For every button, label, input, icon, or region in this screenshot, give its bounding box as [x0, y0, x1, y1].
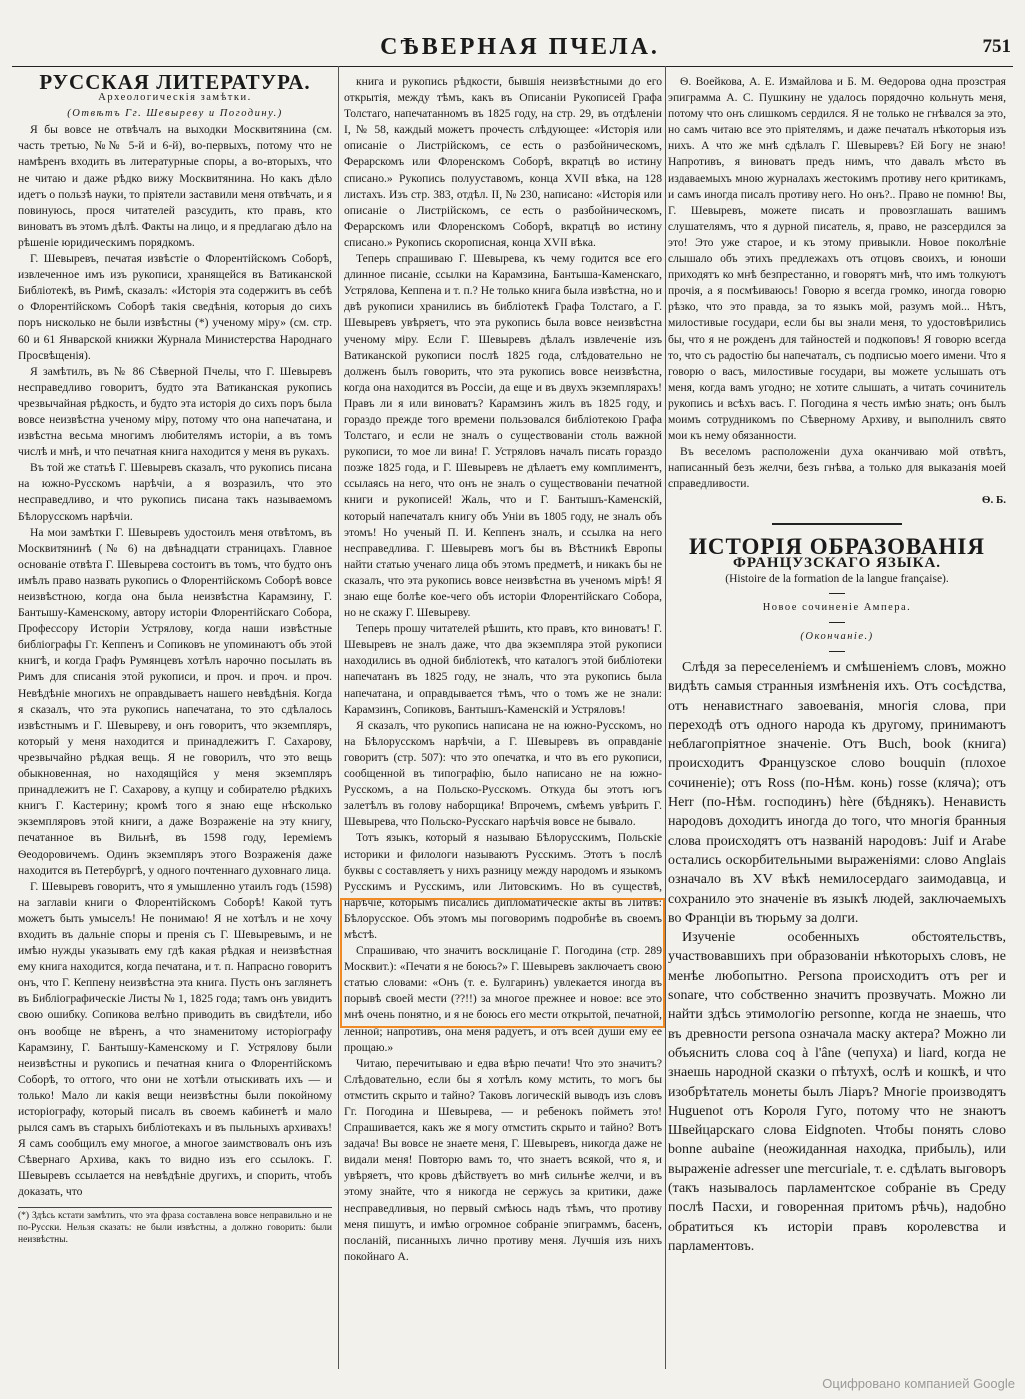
paragraph: Г. Шевыревъ, печатая извѣстіе о Флорентійскомъ Соборѣ, извлеченное имъ изъ рукописи, хранящейся въ Ватиканской Библіотекѣ, въ Римѣ, сказалъ: «Исторія эта содержитъ въ себѣ о Флорентійскомъ Соборѣ такія сведѣнія, которыя до сихъ поръ нисколько не были извѣстны (*) ученому міру» (см. стр. 60 и 61 Январской книжки Журнала Министерства Народнаго Просвѣщенія).: [18, 252, 332, 362]
paragraph: Въ веселомъ расположеніи духа оканчиваю мой отвѣтъ, написанный безъ желчи, безъ гнѣва, а только для выказанія моей справедливости.: [668, 445, 1006, 491]
article-body: [668, 658, 1006, 1256]
paragraph: Я сказалъ, что рукопись написана не на южно-Русскомъ, но на Бѣлорусскомъ нарѣчіи, а Г. Шевыревъ въ оправданіе говоритъ (стр. 507): что это опечатка, и что въ его рукописи, сообщенной въ типографію, было написано не на южно-Русскомъ, а на Польско-Русскомъ. Откуда бы этотъ югъ залетѣлъ въ голову наборщика! Впрочемъ, смѣемъ увѣрить Г. Шевырева, что Польско-Русскаго нарѣчія вовсе не бывало.: [344, 718, 662, 829]
column-3: [668, 74, 1006, 1366]
article-subtitle: Археологическія замѣтки.: [98, 92, 252, 104]
paragraph: На мои замѣтки Г. Шевыревъ удостоилъ меня отвѣтомъ, въ Москвитянинѣ (№ 6) на двѣнадцати страницахъ. Главное основаніе отвѣта Г. Шевырева состоитъ въ томъ, что будто онъ имѣлъ право назвать рукопись о Флорентійскомъ Соборѣ вовсе неизвѣстною, когда она была неизвѣстна Карамзину, Г. Бантышу-Каменскому, автору исторіи Флорентійскаго Собора, Профессору Исторіи Устрялову, когда наши извѣстные библіографы Гг. Кеппенъ и Сопиковъ не упоминаютъ объ этой книгѣ, и когда Графъ Румянцевъ хотѣлъ нарочно посылать въ Римъ для списанія этой рукописи, и проч. и проч. и проч. Невѣдѣніе многихъ не оправдываетъ нашего невѣдѣнія. Когда я сказалъ, что эта рукопись напечатана, то это сдѣлалось извѣстнымъ и Г. Шевыреву, и онъ говоритъ, что экземпляръ, который у меня находится и принадлежитъ Г. Сахарову, чрезвычайно рѣдкая вещь. Я не говорилъ, что это вещь обыкновенная, но находящійся у меня экземпляръ принадлежитъ не Г. Сахарову, а купцу и собирателю рѣдкихъ книгъ Г. Кастерину; кромѣ того я знаю еще нѣсколько экземпляровъ этой книги, а даже Возраженіе на эту книгу, печатанное въ Вильнѣ, въ 1598 году, Іереміемъ Ѳеодоровичемъ. Одинъ экземпляръ этого Возраженія даже находится въ Петербургѣ, у одного почтеннаго духовнаго лица.: [18, 525, 332, 877]
article-divider: [772, 523, 902, 525]
section-title: РУССКАЯ ЛИТЕРАТУРА.: [39, 74, 311, 94]
page-number: 751: [982, 36, 1011, 57]
paragraph: Ѳ. Воейкова, А. Е. Измайлова и Б. М. Ѳедорова одна прозстрая эпиграмма А. С. Пушкину не удалось порядочно кольнуть меня, потому что онъ слишкомъ сердился. Я не только не гнѣвался за это, но самъ читаю все это пріятелямъ, и даже печаталъ нѣкоторыя изъ нихъ. А что же мнѣ сдѣлалъ Г. Шевыревъ? Ей Богу не знаю! Напротивъ, я виноватъ предъ нимъ, что давалъ мѣсто въ издаваемыхъ мною журналахъ жестокимъ противу него критикамъ, и самъ иногда писалъ противу него. Но онъ?.. Право не помню! Вы, Г. Шевыревъ, можете писать и провозглашать вашимъ слушателямъ, что я дурной писатель, я, право, не разсердился за это! Это уже старое, и къ этому привыкли. Новое поколѣніе слышало объ этихъ предлежахъ отъ отцовъ своихъ, и юноши приходятъ ко мнѣ безпрестанно, и говорятъ мнѣ, что имъ толкуютъ прочія, а я посмѣиваюсь! Говорю я всегда громко, иногда говорю рѣзко, что это правда, за то языкъ мой, разумъ мой... Нѣтъ, милостивые государи, если бы вы знали меня, то удостовѣрились бы, что я не рожденъ для тайностей и подкоповъ! Я говорю всегда то, что съ радостію бы напечаталъ, съ подписью моего имени. Что я говорю о васъ, милостивые государи, вы можете услышать отъ меня, когда вамъ угодно; не хотите слышать, а читать сочинитель рукопись и всѣхъ васъ. Г. Погодина я честь имѣю знать; онъ былъ моимъ сотрудникомъ по Сѣверному Архиву, и выполнилъ свято мои къ нему обязанности.: [668, 75, 1006, 443]
footnote: (*) Здѣсь кстати замѣтить, что эта фраза составлена вовсе неправильно и не по-Русски. Нельзя сказать: не были извѣстны, а должно говорить: были неизвѣстны.: [18, 1207, 332, 1246]
column-2: [344, 74, 662, 1366]
newspaper-title: СѢВЕРНАЯ ПЧЕЛА.: [380, 34, 660, 60]
paragraph: Г. Шевыревъ говоритъ, что я умышленно утаилъ годъ (1598) на заглавіи книги о Флорентійскомъ Соборѣ! Какой тутъ можетъ быть умыселъ! Не понимаю! Я не хотѣлъ и не хочу входить въ дальніе споры и пренія съ Г. Шевыревымъ, и не имѣю нужды указывать ему гдѣ какая рѣдкая и неизвѣстная ему книга находится, когда печатана, и т. п. Напрасно говоритъ онъ, что Г. Кеппену неизвѣстна эта книга. Пусть онъ заглянетъ въ Библіографическіе Листы № 1, 1825 года; тамъ онъ увидитъ свою ошибку. Сопикова велѣно приводить въ свидѣтели, ибо онъ вообще не вѣренъ, а что знаменитому исторіографу Карамзину, Г. Бантышу-Каменскому и Г. Устрялову были неизвѣстны и рукопись и печатная книга о Флорентійскомъ Соборѣ, то оттого, что они не хотѣли отыскивать ихъ — и только! Мало ли какія вещи неизвѣстны были покойному исторіографу, который писалъ въ своемъ кабинетѣ и мало рылся самъ въ старыхъ библіотекахъ и въ пыльныхъ архивахъ! Я самъ сообщилъ ему многое, а многое заимствовалъ онъ изъ Сѣвернаго Архива, какъ то видно изъ его ссылокъ. Г. Шевыревъ ссылается на невѣдѣніе другихъ, и спорить, чтобъ доказать, что: [18, 879, 332, 1199]
dash-rule: [829, 622, 845, 623]
masthead: [0, 34, 1025, 64]
top-rule: [12, 66, 1013, 67]
paragraph: Теперь прошу читателей рѣшить, кто правъ, кто виноватъ! Г. Шевыревъ не зналъ даже, что два экземпляра этой рукописи находились въ одной библіотекѣ, что каталогъ этой библіотеки напечатанъ въ 1825 году, не зналъ, что эта рукопись была напечатана, и оправдывается тѣмъ, что о томъ же не знали: Карамзинъ, Сопиковъ, Бантышъ-Каменскій и Устряловъ!: [344, 622, 662, 716]
dash-rule: [829, 593, 845, 594]
dash-rule: [829, 651, 845, 652]
article-note: Новое сочиненіе Ампера.: [762, 601, 912, 613]
column-divider-2: [665, 66, 666, 1369]
highlight-box: [340, 898, 665, 1028]
paragraph: Я бы вовсе не отвѣчалъ на выходки Москвитянина (см. часть третью, №№ 5-й и 6-й), во-первыхъ, потому что не намѣренъ входить въ литературные споры, а во-вторыхъ, что не читаю и даже рѣдко вижу Москвитянина. Но какъ дѣло идетъ о пользѣ науки, то пріятели заставили меня отвѣчать, и я повинуюсь, прося читателей разсудить, кто правъ, кто виноватъ въ этомъ дѣлѣ. Факты на лицо, и я предлагаю дѣло на рѣшеніе юридическимъ порядкомъ.: [18, 123, 332, 249]
paragraph: книга и рукопись рѣдкости, бывшія неизвѣстными до его открытія, между тѣмъ, какъ въ Описаніи Рукописей Графа Толстаго, напечатанномъ въ 1825 году, на стр. 29, въ отдѣленіи I, № 58, каждый можетъ прочесть слѣдующее: «Исторія или описаніе о Листрійскомъ, се есть о разбойническомъ, Ферарскомъ или Флоренскомъ Соборѣ, вкратцѣ во истину списано.» Рукопись полууставомъ, конца XVII вѣка, на 128 листахъ. Изъ стр. 383, отдѣл. II, № 230, написано: «Исторія или описаніе о Листрійскомъ, се есть о разбойническомъ, Ферарскомъ или Флоренскомъ Соборѣ, вкратцѣ во истину списано.» Рукопись скорописная, конца XVII вѣка.: [344, 75, 662, 249]
article-subtitle: ФРАНЦУЗСКАГО ЯЗЫКА.: [732, 554, 942, 571]
paragraph: Читаю, перечитываю и едва вѣрю печати! Что это значитъ? Слѣдовательно, если бы я хотѣлъ кому мстить, то могъ бы отмстить скрыто и тайно? Таковъ логическій выводъ изъ словъ Гг. Погодина и Шевырева, — и ребенокъ пойметъ это! Спрашивается, какъ же я могу отмстить скрыто и тайно? Вотъ задача! Вы вовсе не знаете меня, Г. Шевыревъ, никогда даже не видали меня! Повторю вамъ то, что знаетъ всякой, что я, и увѣряетъ, что кровь дѣйствуетъ во мнѣ сильнѣе желчи, и въ этому знайте, что я никогда не сержусь за критики, даже несправедливыя, но первый смѣюсь надъ тѣмъ, что противу меня пишутъ, и имѣю огромное собраніе эпиграммъ, басенъ, посланій, писанныхъ лично противу меня. Лучшія изъ нихъ покойнаго А.: [344, 1056, 662, 1263]
paragraph: Теперь спрашиваю Г. Шевырева, къ чему годится все его длинное писаніе, ссылки на Карамзина, Бантыша-Каменскаго, Устрялова, Кеппена и т. п.? Не только книга была извѣстна, но и двѣ рукописи хранились въ библіотекѣ Графа Толстаго, а Г. Шевыревъ увѣряетъ, что эта рукопись была вовсе неизвѣстна ученому міру. Если Г. Шевыревъ дѣлалъ извлеченіе изъ Ватиканской рукописи послѣ 1825 года, слѣдовательно не долженъ былъ говорить, что эта рукопись вовсе неизвѣстна, когда она находится въ Россіи, да еще и въ двухъ экземплярахъ! Правъ ли я или виноватъ? Карамзинъ жилъ въ 1825 году, и гораздо прежде того времени пользовался библіотекою Графа Толстаго, и если не зналъ о существованіи столь важной рукописи, то мое ли вина! Г. Устряловъ началъ писать гораздо позже 1825 года, и Г. Шевыревъ не дѣлаетъ ему комплиментъ, ссылаясь на него, что онъ не зналъ о существованіи печатной книги и рукописей! Жаль, что и Г. Бантышъ-Каменскій, который напечаталъ книгу объ Уніи въ 1805 году, не зналъ объ этомъ! Но ученый П. И. Кеппенъ зналъ, и ссылка на него несправедлива. Г. Шевыревъ могъ бы въ Вѣстникѣ Европы найти статью ученаго лица объ этомъ предметѣ, и никакъ бы не сказалъ, что эта рукопись вовсе неизвѣстна въ ученомъ мірѣ! Я знаю еще болѣе кое-чего объ исторіи Флорентійскаго Собора, но не скажу Г. Шевыреву.: [344, 252, 662, 620]
paragraph: Спрашиваю, что значитъ восклицаніе Г. Погодина (стр. 289 Москвит.): «Печати я не боюсь?» Г. Шевыревъ заключаетъ свою статью словами: «Онъ (т. е. Булгаринъ) увлекается иногда въ порывѣ своей мести (??!!) за многое прежнее и новое: все это мнѣ очень понятно, и я не боюсь его мести открытой, печатной, ленной; напротивъ, она меня радуетъ, и отъ всей души ему ее прощаю.»: [344, 944, 662, 1054]
highlighted-paragraph: Тотъ языкъ, который я называю Бѣлорусскимъ, Польскіе историки и филологи называютъ Русскимъ. Этотъ ъ послѣ буквы с составляетъ у нихъ разницу между народомъ и языкомъ Русскимъ и Русскимъ, или Литовскимъ. Но въ существѣ, нарѣчіе, которымъ писались дипломатическіе акты въ Литвѣ: Бѣлорусское. Объ этомъ мы поговоримъ подробнѣе въ своемъ мѣстѣ.: [344, 831, 662, 941]
paragraph: Я замѣтилъ, въ № 86 Сѣверной Пчелы, что Г. Шевыревъ несправедливо говоритъ, будто эта Ватиканская рукопись чрезвычайная рѣдкость, и будто эта исторія до сихъ поръ была вовсе неизвѣстна ученому міру, потому что она напечатана, и извѣстна весьма многимъ любителямъ исторіи, а въ томъ числѣ и мнѣ, и что печатная книга находится у меня въ рукахъ.: [18, 364, 332, 459]
article-reply-note: (Отвѣтъ Гг. Шевыреву и Погодину.): [67, 108, 283, 120]
article-latin-title: (Histoire de la formation de la langue française).: [725, 572, 949, 585]
paragraph: Слѣдя за переселеніемъ и смѣшеніемъ словъ, можно видѣть самыя странныя измѣненія ихъ. Отъ сосѣдства, отъ ненавистнаго завоеванія, многія слова, при переходѣ отъ одного народа къ другому, принимаютъ неблагопріятное значеніе. Отъ Buch, book (книга) происходитъ Французское слово bouquin (плохое сочиненіе); отъ Ross (по-Нѣм. конь) rosse (кляча); отъ Herr (по-Нѣм. господинъ) hère (бѣднякъ). Ненависть народовъ доходитъ иногда до того, что многія бранныя слова происходятъ отъ названій народовъ: Juif и Arabe остались оскорбительными выраженіями: слово Anglais означало въ XV вѣкѣ немилосердаго заимодавца, и сохранило это значеніе въ языкѣ людей, заключаемыхъ во Франціи въ тюрьму за долги.: [668, 660, 1006, 926]
paragraph: Въ той же статьѣ Г. Шевыревъ сказалъ, что рукопись писана на южно-Русскомъ нарѣчіи, а я возразилъ, что это несправедливо, и что рукопись писана такъ называемомъ Бѣлорусскомъ нарѣчіи.: [18, 461, 332, 523]
paragraph: Изученіе особенныхъ обстоятельствъ, участвовавшихъ при образованіи нѣкоторыхъ словъ, не менѣе любопытно. Persona происходитъ отъ per и sonare, что собственно значитъ прозвучать. Можно ли найти здѣсь этимологію personne, когда не знаешь, что въ древности persona означала маску актера? Можно ли объяснить слова coq à l'âne (чепуха) и liard, когда не знаешь народной сказки о пѣтухѣ, oслѣ и кошкѣ, и что изобрѣтатель монеты былъ Ліаръ? Многіе производятъ Huguenot отъ Короля Гуго, потому что не знаютъ Швейцарскаго слова Eidgnoten. Чтобы понять слово bonne aubaine (неожиданная находка, прибыль), или выраженіе adresser une mercuriale, т. е. сдѣлать выговоръ (такъ называлось парламентское собраніе въ Среду послѣ Пасхи, и говоренная притомъ рѣчь), надобно обратиться къ исторіи правъ королевства и парламентовъ.: [668, 930, 1006, 1254]
article-continuation: (Окончаніе.): [800, 630, 874, 642]
article-title: ИСТОРІЯ ОБРАЗОВАНІЯ: [688, 533, 985, 559]
column-1: [18, 74, 332, 1366]
signature: Ѳ. Б.: [981, 494, 1006, 507]
digitization-watermark: Оцифровано компанией Google: [822, 1376, 1015, 1391]
column-divider-1: [338, 66, 339, 1369]
